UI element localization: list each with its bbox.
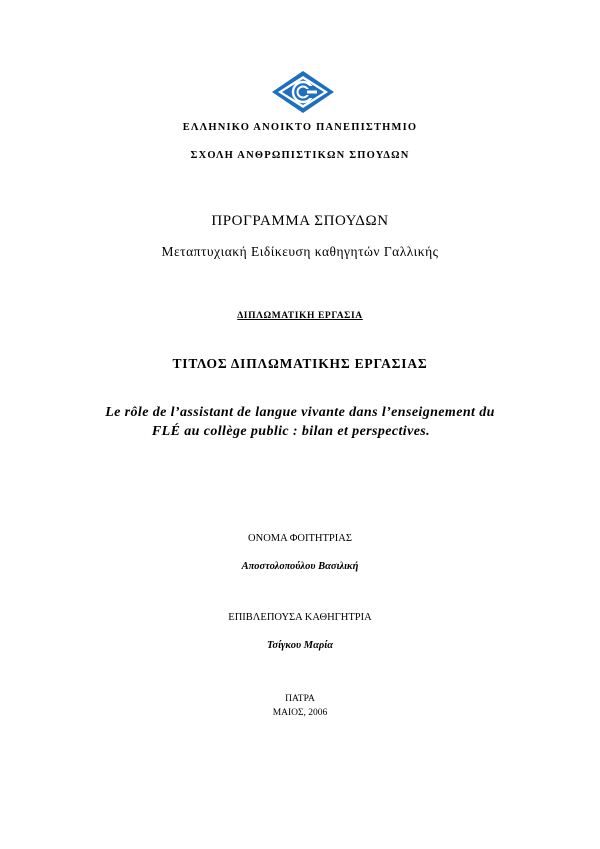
school-name: ΣΧΟΛΗ ΑΝΘΡΩΠΙΣΤΙΚΩΝ ΣΠΟΥΔΩΝ	[190, 150, 410, 161]
student-label: ΟΝΟΜΑ ΦΟΙΤΗΤΡΙΑΣ	[248, 533, 352, 544]
thesis-label: ΔΙΠΛΩΜΑΤΙΚΗ ΕΡΓΑΣΙΑ	[237, 311, 363, 321]
student-name: Αποστολοπούλου Βασιλική	[241, 561, 359, 572]
supervisor-label: ΕΠΙΒΛΕΠΟΥΣΑ ΚΑΘΗΓΗΤΡΙΑ	[228, 612, 372, 623]
thesis-title-line-2: FLÉ au collège public : bilan et perspectives.	[151, 424, 431, 439]
thesis-title-line-1: Le rôle de l’assistant de langue vivante dans l’enseignement du	[105, 405, 495, 420]
program-label: ΠΡΟΓΡΑΜΜΑ ΣΠΟΥΔΩΝ	[211, 213, 389, 229]
date: ΜΑΙΟΣ, 2006	[272, 708, 328, 718]
university-name: ΕΛΛΗΝΙΚΟ ΑΝΟΙΚΤΟ ΠΑΝΕΠΙΣΤΗΜΙΟ	[182, 122, 418, 133]
supervisor-name: Τσίγκου Μαρία	[266, 640, 334, 651]
university-logo-icon	[271, 70, 335, 114]
thesis-title-label: ΤΙΤΛΟΣ ΔΙΠΛΩΜΑΤΙΚΗΣ ΕΡΓΑΣΙΑΣ	[172, 356, 428, 371]
city: ΠΑΤΡΑ	[285, 694, 315, 704]
program-specialization: Μεταπτυχιακή Ειδίκευση καθηγητών Γαλλικής	[161, 244, 439, 259]
